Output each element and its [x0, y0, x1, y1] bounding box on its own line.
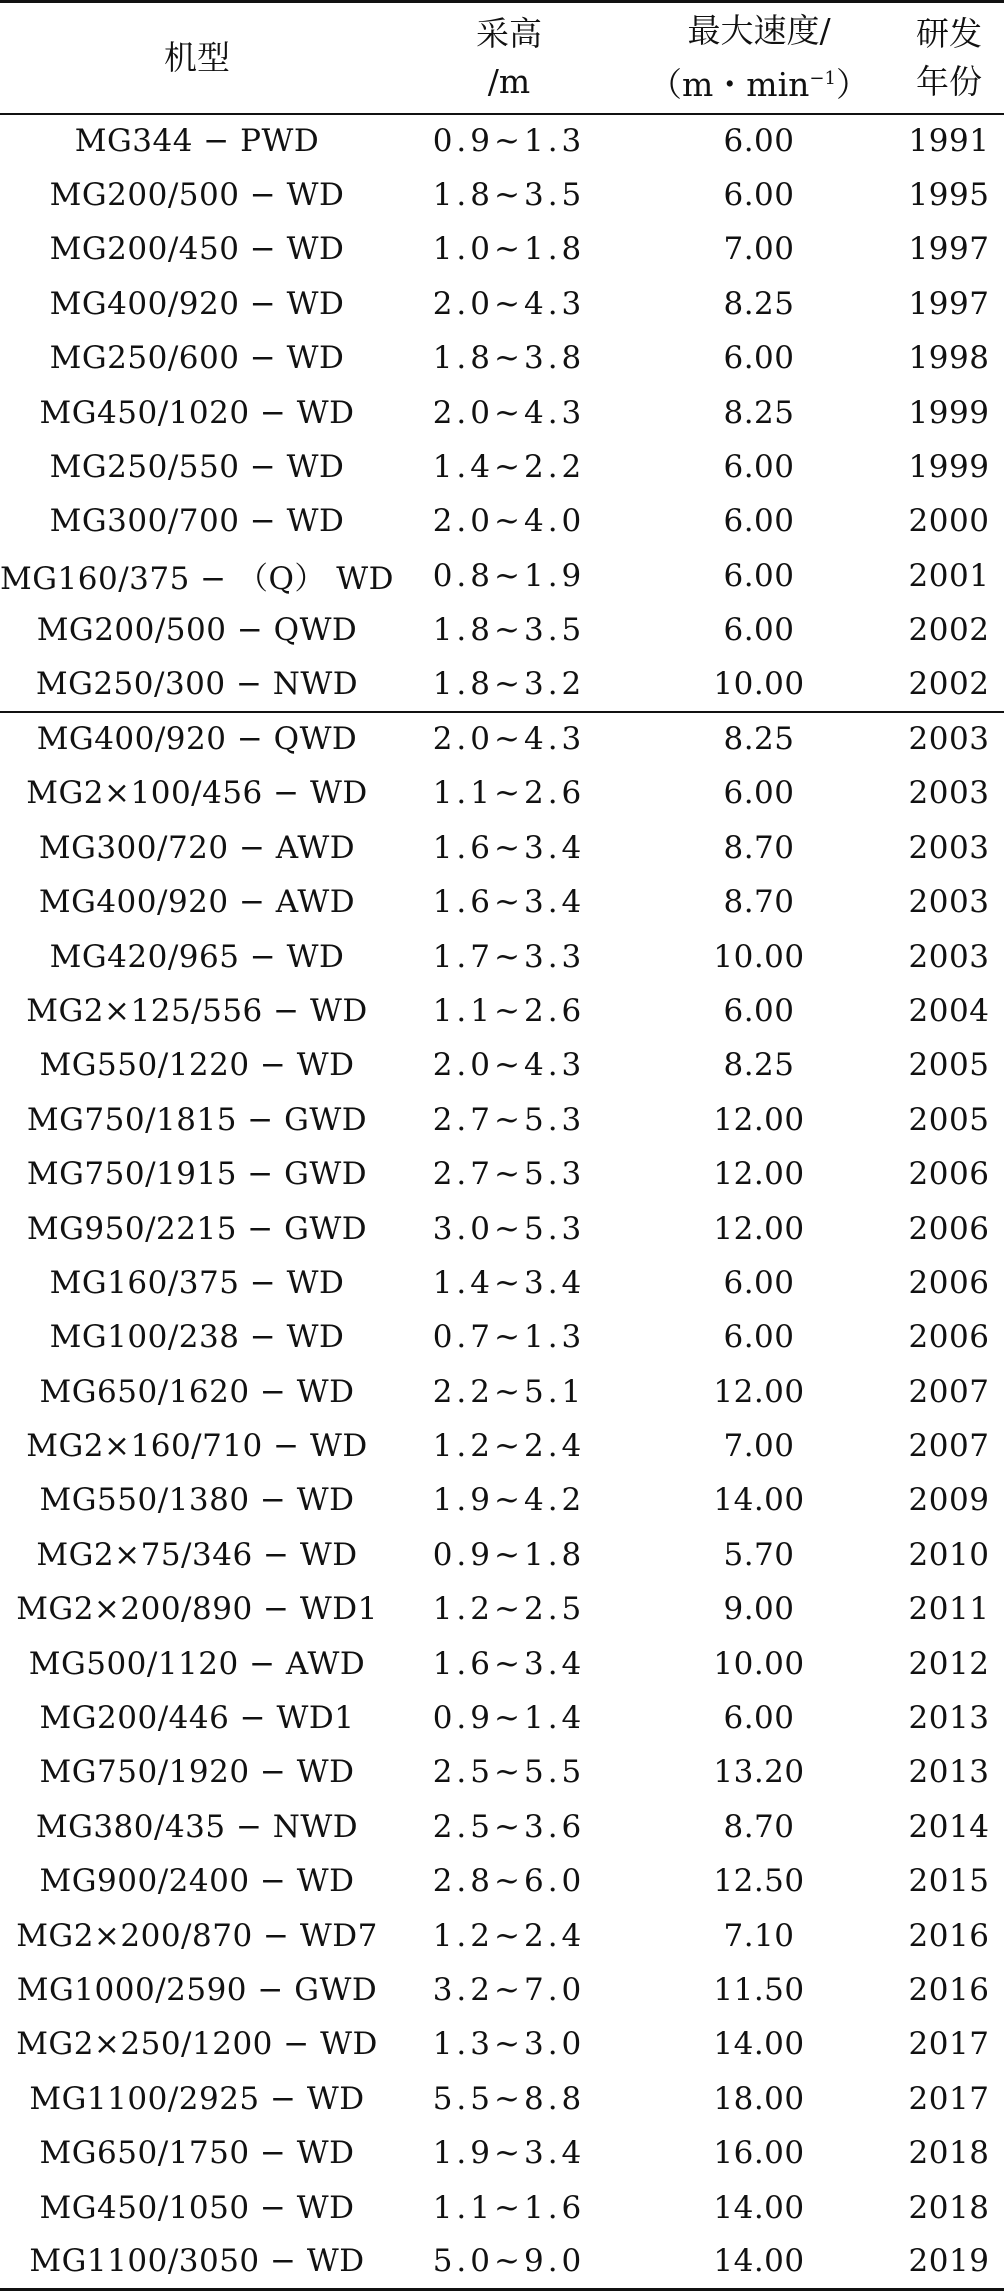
cell-speed: 5.70 — [723, 1536, 795, 1573]
cell-year: 2010 — [908, 1536, 990, 1573]
cell-speed: 7.00 — [723, 231, 795, 268]
cell-year: 2003 — [908, 884, 990, 921]
cell-model: MG500/1120 − AWD — [28, 1645, 366, 1682]
cell-year: 2003 — [908, 938, 990, 975]
cell-year: 2006 — [908, 1264, 990, 1301]
cell-year: 2018 — [908, 2189, 990, 2226]
cell-speed: 14.00 — [713, 1482, 805, 1519]
cell-speed: 6.00 — [723, 1264, 795, 1301]
cell-height: 2.0~4.3 — [432, 394, 586, 431]
cell-speed: 8.25 — [723, 394, 795, 431]
header-speed-line2 — [624, 55, 894, 109]
cell-height: 5.0~9.0 — [394, 2235, 624, 2289]
cell-model: MG950/2215 − GWD — [26, 1210, 368, 1247]
cell-year: 2016 — [908, 1917, 990, 1954]
cell-model: MG200/450 − WD — [49, 231, 345, 268]
cell-height: 1.8~3.5 — [432, 612, 586, 649]
header-year — [894, 2, 1004, 114]
cell-speed: 13.20 — [713, 1754, 805, 1791]
cell-year: 1997 — [908, 231, 990, 268]
table-row — [0, 494, 1004, 548]
cell-height: 2.0~4.0 — [432, 503, 586, 540]
cell-year: 2007 — [908, 1373, 990, 1410]
header-row — [0, 2, 1004, 114]
header-speed — [624, 2, 894, 114]
cell-year: 1999 — [908, 394, 990, 431]
cell-year: 2003 — [908, 829, 990, 866]
table-row — [0, 1528, 1004, 1582]
table-row — [0, 1854, 1004, 1908]
table-row — [0, 1691, 1004, 1745]
header-year-line1: 研发 — [916, 13, 982, 53]
table-row — [0, 984, 1004, 1038]
cell-model: MG250/550 − WD — [49, 449, 345, 486]
cell-speed: 6.00 — [723, 340, 795, 377]
cell-height: 1.8~3.5 — [432, 177, 586, 214]
cell-speed: 8.25 — [723, 1047, 795, 1084]
cell-speed: 8.70 — [723, 884, 795, 921]
cell-height: 0.9~1.4 — [432, 1700, 586, 1737]
cell-height: 3.2~7.0 — [432, 1971, 586, 2008]
header-model — [0, 2, 394, 114]
table-row — [0, 277, 1004, 331]
cell-year: 1999 — [908, 449, 990, 486]
cell-model: MG400/920 − QWD — [0, 712, 394, 766]
cell-model: MG2×160/710 − WD — [26, 1428, 368, 1465]
table-row — [0, 114, 1004, 168]
cell-speed: 14.00 — [713, 2189, 805, 2226]
cell-year: 2006 — [908, 1319, 990, 1356]
cell-speed: 6.00 — [723, 123, 795, 160]
header-height-line2: /m — [487, 61, 531, 101]
cell-year: 2016 — [908, 1971, 990, 2008]
cell-speed: 12.50 — [713, 1863, 805, 1900]
table-row — [0, 603, 1004, 657]
cell-model: MG750/1920 − WD — [39, 1754, 355, 1791]
table-header — [0, 2, 1004, 114]
table-row — [0, 1419, 1004, 1473]
header-speed-unit-close: ） — [835, 64, 869, 104]
cell-speed: 8.25 — [723, 285, 795, 322]
cell-model: MG1100/2925 − WD — [29, 2080, 365, 2117]
cell-height: 1.8~3.2 — [432, 666, 586, 703]
table-row — [0, 1473, 1004, 1527]
table-row — [0, 875, 1004, 929]
cell-year: 2004 — [908, 992, 990, 1029]
table-row — [0, 2235, 1004, 2289]
cell-year: 1995 — [908, 177, 990, 214]
cell-height: 0.9~1.3 — [432, 123, 586, 160]
table-row — [0, 549, 1004, 603]
cell-speed: 6.00 — [723, 503, 795, 540]
table-row — [0, 712, 1004, 766]
cell-height: 1.9~3.4 — [432, 2135, 586, 2172]
cell-height: 0.9~1.8 — [432, 1536, 586, 1573]
table-row — [0, 1364, 1004, 1418]
table-row — [0, 1582, 1004, 1636]
cell-height: 2.0~4.3 — [394, 712, 624, 766]
cell-height: 1.1~2.6 — [432, 992, 586, 1029]
cell-speed: 6.00 — [723, 775, 795, 812]
cell-height: 2.0~4.3 — [432, 285, 586, 322]
cell-model: MG250/300 − NWD — [35, 666, 359, 703]
header-height — [394, 2, 624, 114]
cell-speed: 16.00 — [713, 2135, 805, 2172]
cell-year: 2006 — [908, 1210, 990, 1247]
cell-model: MG420/965 − WD — [49, 938, 345, 975]
cell-year: 2003 — [894, 712, 1004, 766]
table-row — [0, 1908, 1004, 1962]
cell-year: 2017 — [908, 2026, 990, 2063]
header-model-label: 机型 — [164, 37, 230, 77]
cell-speed: 8.70 — [723, 1808, 795, 1845]
cell-model: MG650/1750 − WD — [39, 2135, 355, 2172]
table-row — [0, 657, 1004, 711]
cell-year: 2011 — [908, 1591, 990, 1628]
cell-year: 1991 — [908, 123, 990, 160]
header-speed-line1: 最大速度/ — [687, 10, 831, 50]
cell-model: MG100/238 − WD — [49, 1319, 345, 1356]
table-row — [0, 385, 1004, 439]
cell-year: 2002 — [908, 666, 990, 703]
cell-model: MG750/1815 − GWD — [26, 1101, 368, 1138]
cell-year: 2009 — [908, 1482, 990, 1519]
cell-model: MG380/435 − NWD — [35, 1808, 359, 1845]
cell-year: 2005 — [908, 1047, 990, 1084]
cell-year: 2015 — [908, 1863, 990, 1900]
cell-model: MG2×200/890 − WD1 — [16, 1591, 378, 1628]
cell-year: 2013 — [908, 1700, 990, 1737]
cell-speed: 14.00 — [624, 2235, 894, 2289]
cell-speed: 6.00 — [723, 557, 795, 594]
cell-height: 1.8~3.8 — [432, 340, 586, 377]
cell-height: 1.2~2.4 — [432, 1428, 586, 1465]
cell-year: 2014 — [908, 1808, 990, 1845]
table-row — [0, 2017, 1004, 2071]
cell-model: MG160/375 − （Q） WD — [0, 561, 394, 598]
cell-height: 1.9~4.2 — [432, 1482, 586, 1519]
table-body — [0, 114, 1004, 2290]
cell-model: MG2×250/1200 − WD — [16, 2026, 378, 2063]
table-row — [0, 1256, 1004, 1310]
cell-height: 1.6~3.4 — [432, 829, 586, 866]
table-row — [0, 2072, 1004, 2126]
cell-model: MG650/1620 − WD — [39, 1373, 355, 1410]
cell-speed: 10.00 — [713, 666, 805, 703]
cell-speed: 6.00 — [723, 612, 795, 649]
cell-height: 1.6~3.4 — [432, 884, 586, 921]
cell-year: 1998 — [908, 340, 990, 377]
cell-model: MG300/720 − AWD — [38, 829, 356, 866]
cell-model: MG750/1915 − GWD — [26, 1156, 368, 1193]
cell-speed: 10.00 — [713, 938, 805, 975]
cell-model: MG1100/3050 − WD — [0, 2235, 394, 2289]
cell-year: 2007 — [908, 1428, 990, 1465]
cell-model: MG2×200/870 − WD7 — [16, 1917, 378, 1954]
cell-height: 5.5~8.8 — [432, 2080, 586, 2117]
cell-year: 2000 — [908, 503, 990, 540]
table-row — [0, 331, 1004, 385]
cell-speed: 11.50 — [713, 1971, 805, 2008]
table-row — [0, 1636, 1004, 1690]
cell-speed: 12.00 — [713, 1210, 805, 1247]
cell-height: 1.4~2.2 — [432, 449, 586, 486]
cell-height: 3.0~5.3 — [432, 1210, 586, 1247]
cell-height: 1.4~3.4 — [432, 1264, 586, 1301]
cell-year: 2001 — [908, 557, 990, 594]
cell-model: MG2×100/456 − WD — [26, 775, 368, 812]
cell-year: 1997 — [908, 285, 990, 322]
cell-model: MG900/2400 − WD — [39, 1863, 355, 1900]
cell-speed: 14.00 — [713, 2026, 805, 2063]
header-speed-unit: （m・min — [649, 64, 810, 104]
table-row — [0, 222, 1004, 276]
table-row — [0, 1963, 1004, 2017]
table-row — [0, 929, 1004, 983]
cell-year: 2003 — [908, 775, 990, 812]
cell-model: MG2×125/556 − WD — [26, 992, 368, 1029]
cell-speed: 7.10 — [723, 1917, 795, 1954]
cell-model: MG160/375 − WD — [49, 1264, 345, 1301]
cell-year: 2002 — [908, 612, 990, 649]
cell-height: 1.0~1.8 — [432, 231, 586, 268]
cell-speed: 12.00 — [713, 1101, 805, 1138]
cell-height: 0.8~1.9 — [432, 557, 586, 594]
cell-model: MG450/1020 − WD — [39, 394, 355, 431]
cell-model: MG2×75/346 − WD — [36, 1536, 358, 1573]
table-row — [0, 1310, 1004, 1364]
cell-model: MG250/600 − WD — [49, 340, 345, 377]
cell-speed: 6.00 — [723, 449, 795, 486]
cell-height: 2.8~6.0 — [432, 1863, 586, 1900]
cell-speed: 6.00 — [723, 1700, 795, 1737]
cell-model: MG450/1050 − WD — [39, 2189, 355, 2226]
cell-model: MG300/700 − WD — [49, 503, 345, 540]
header-height-line1: 采高 — [476, 13, 542, 53]
table-row — [0, 821, 1004, 875]
cell-height: 1.6~3.4 — [432, 1645, 586, 1682]
cell-model: MG400/920 − WD — [49, 285, 345, 322]
cell-speed: 8.70 — [723, 829, 795, 866]
table-row — [0, 1201, 1004, 1255]
cell-speed: 8.25 — [624, 712, 894, 766]
cell-model: MG550/1220 − WD — [39, 1047, 355, 1084]
table-row — [0, 168, 1004, 222]
cell-speed: 10.00 — [713, 1645, 805, 1682]
cell-model: MG1000/2590 − GWD — [16, 1971, 378, 2008]
cell-speed: 6.00 — [723, 177, 795, 214]
cell-model: MG344 − PWD — [74, 123, 320, 160]
cell-year: 2018 — [908, 2135, 990, 2172]
cell-height: 1.2~2.5 — [432, 1591, 586, 1628]
cell-year: 2019 — [894, 2235, 1004, 2289]
cell-height: 1.1~1.6 — [432, 2189, 586, 2226]
cell-year: 2006 — [908, 1156, 990, 1193]
table-row — [0, 1038, 1004, 1092]
cell-height: 2.5~5.5 — [432, 1754, 586, 1791]
cell-speed: 18.00 — [713, 2080, 805, 2117]
cell-height: 2.7~5.3 — [432, 1101, 586, 1138]
table-row — [0, 766, 1004, 820]
table-row — [0, 1745, 1004, 1799]
header-year-line2: 年份 — [916, 61, 982, 101]
cell-speed: 6.00 — [723, 992, 795, 1029]
cell-year: 2017 — [908, 2080, 990, 2117]
table-row — [0, 2126, 1004, 2180]
cell-speed: 6.00 — [723, 1319, 795, 1356]
cell-height: 2.2~5.1 — [432, 1373, 586, 1410]
cell-speed: 12.00 — [713, 1156, 805, 1193]
table-row — [0, 2180, 1004, 2234]
cell-height: 2.5~3.6 — [432, 1808, 586, 1845]
cell-height: 2.0~4.3 — [432, 1047, 586, 1084]
header-speed-unit-exponent: −1 — [809, 67, 836, 89]
table-row — [0, 1147, 1004, 1201]
cell-speed: 7.00 — [723, 1428, 795, 1465]
cell-height: 0.7~1.3 — [432, 1319, 586, 1356]
table-row — [0, 1800, 1004, 1854]
cell-height: 1.1~2.6 — [432, 775, 586, 812]
cell-year: 2012 — [908, 1645, 990, 1682]
cell-year: 2013 — [908, 1754, 990, 1791]
cell-height: 1.7~3.3 — [432, 938, 586, 975]
table-row — [0, 440, 1004, 494]
cell-model: MG200/500 − QWD — [36, 612, 358, 649]
cell-height: 2.7~5.3 — [432, 1156, 586, 1193]
cell-model: MG550/1380 − WD — [39, 1482, 355, 1519]
cell-model: MG200/446 − WD1 — [39, 1700, 355, 1737]
cell-model: MG200/500 − WD — [49, 177, 345, 214]
table-row — [0, 1093, 1004, 1147]
cell-speed: 9.00 — [723, 1591, 795, 1628]
cell-speed: 12.00 — [713, 1373, 805, 1410]
cell-height: 1.3~3.0 — [432, 2026, 586, 2063]
cell-height: 1.2~2.4 — [432, 1917, 586, 1954]
cell-year: 2005 — [908, 1101, 990, 1138]
cell-model: MG400/920 − AWD — [38, 884, 356, 921]
